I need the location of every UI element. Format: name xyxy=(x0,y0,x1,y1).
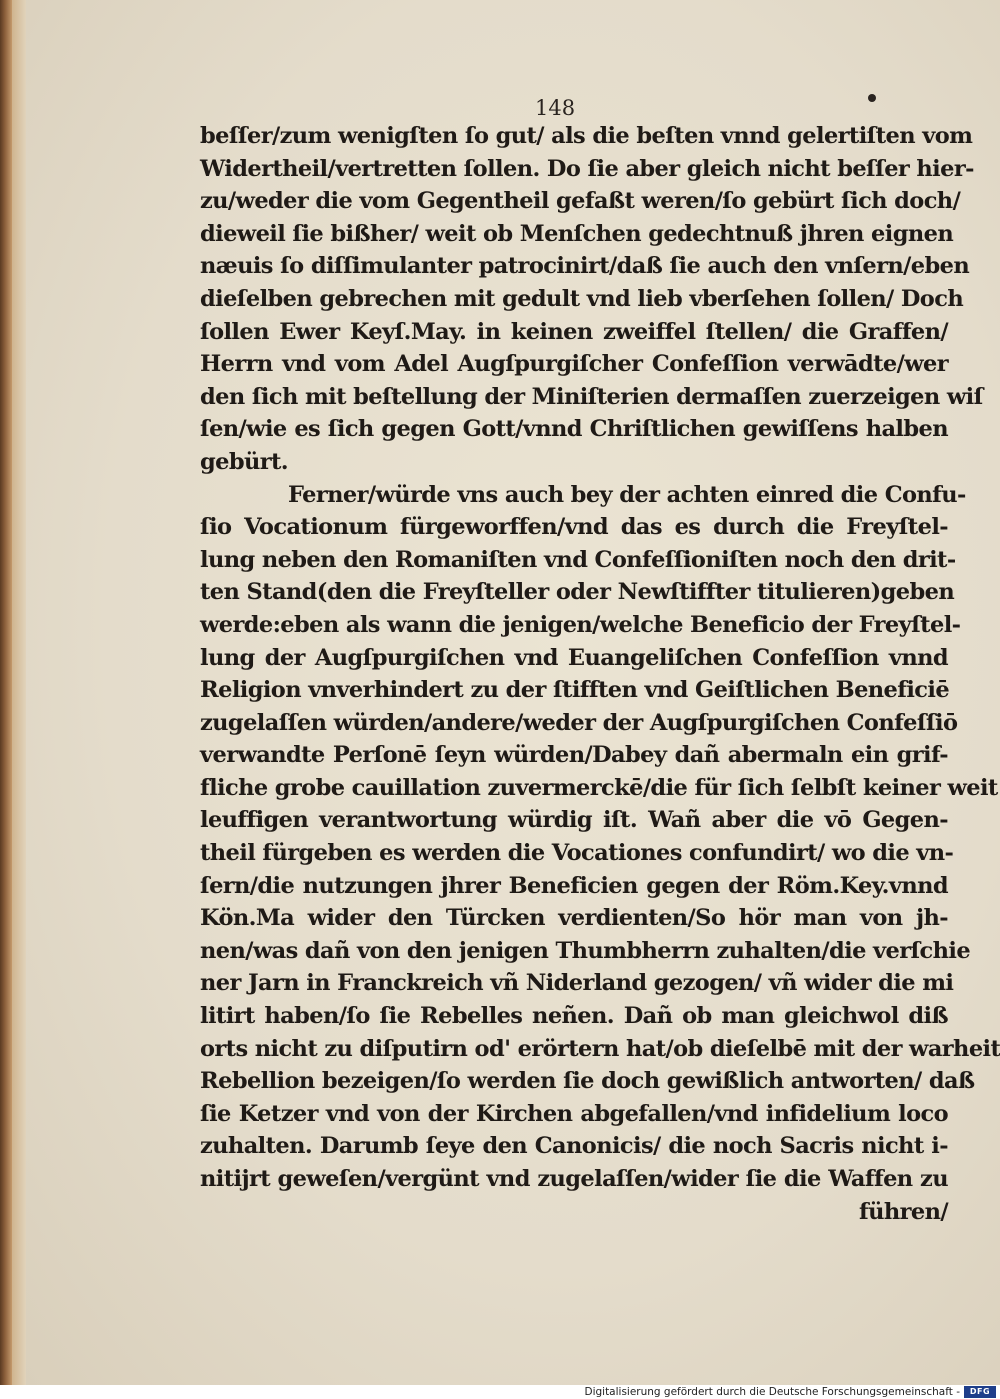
text-line: gebürt. xyxy=(200,448,289,475)
text-line: Religion vnverhindert zu der ſtifften vnd Geiſtlichen Beneficiē xyxy=(200,677,950,704)
text-line: ſie Ketzer vnd von der Kirchen abgefallen/vnd infidelium loco xyxy=(200,1100,948,1127)
text-line: leuffigen verantwortung würdig iſt. Wañ aber die vō Gegen- xyxy=(200,807,948,834)
text-line: dieſelben gebrechen mit gedult vnd lieb vberſehen ſollen/ Doch xyxy=(200,285,964,312)
text-line: Herrn vnd vom Adel Augſpurgiſcher Confeſſion verwādte/wer xyxy=(200,351,948,378)
text-line: ten Stand(den die Freyſteller oder Newſtiffter titulieren)geben xyxy=(200,579,955,606)
text-line: den ſich mit beſtellung der Miniſterien dermaſſen zuerzeigen wiſ xyxy=(200,383,983,410)
text-line: Ferner/würde vns auch bey der achten einred die Confu- xyxy=(288,481,966,508)
text-line: zugelaſſen würden/andere/weder der Augſpurgiſchen Confeſſiō xyxy=(200,709,958,736)
text-line: orts nicht zu diſputirn od' erörtern hat/ob dieſelbē mit der warheit xyxy=(200,1035,1000,1062)
dfg-logo-icon: DFG xyxy=(964,1386,996,1398)
text-line: litirt haben/ſo ſie Rebelles neñen. Dañ ob man gleichwol diß xyxy=(200,1003,948,1030)
text-line: zuhalten. Darumb ſeye den Canonicis/ die noch Sacris nicht i- xyxy=(200,1133,948,1160)
text-line: beſſer/zum wenigſten ſo gut/ als die beſten vnnd gelertiſten vom xyxy=(200,123,973,149)
text-line: dieweil ſie bißher/ weit ob Menſchen gedechtnuß jhren eignen xyxy=(200,220,954,247)
text-line: ſen/wie es ſich gegen Gott/vnnd Chriſtlichen gewiſſens halben xyxy=(200,416,948,443)
page-number: 148 xyxy=(535,96,576,120)
text-line: ner Jarn in Franckreich vñ Niderland gezogen/ vñ wider die mi xyxy=(200,970,954,997)
ink-dot-mark xyxy=(868,94,876,102)
text-line: verwandte Perſonē ſeyn würden/Dabey dañ abermaln ein grif- xyxy=(200,742,948,769)
text-line: theil fürgeben es werden die Vocationes confundirt/ wo die vn- xyxy=(200,840,954,867)
text-line: ſern/die nutzungen jhrer Beneficien gegen der Röm.Key.vnnd xyxy=(200,872,948,899)
text-line: Rebellion bezeigen/ſo werden ſie doch gewißlich antworten/ daß xyxy=(200,1068,975,1095)
text-line: zu/weder die vom Gegentheil gefaßt weren/ſo gebürt ſich doch/ xyxy=(200,188,961,215)
page-text-block xyxy=(200,120,1000,1228)
text-line: nen/was dañ von den jenigen Thumbherrn zuhalten/die verſchie xyxy=(200,937,971,964)
text-line: lung der Augſpurgiſchen vnd Euangeliſchen Confeſſion vnnd xyxy=(200,644,948,671)
text-line: Widertheil/vertretten ſollen. Do ſie aber gleich nicht beſſer hier- xyxy=(200,155,974,182)
footer-bar xyxy=(0,1385,1000,1399)
text-line: werde:eben als wann die jenigen/welche Beneficio der Freyſtel- xyxy=(200,611,961,638)
catchword: führen/ xyxy=(859,1198,948,1225)
funding-credit: Digitalisierung gefördert durch die Deutsche Forschungsgemeinschaft - xyxy=(584,1386,960,1398)
text-line: ſio Vocationum fürgeworffen/vnd das es durch die Freyſtel- xyxy=(200,514,948,541)
text-line: ſollen Ewer Keyſ.May. in keinen zweiffel ſtellen/ die Graffen/ xyxy=(200,318,948,345)
text-line: næuis ſo diſſimulanter patrocinirt/daß ſie auch den vnſern/eben xyxy=(200,253,970,280)
text-line: lung neben den Romaniſten vnd Confeſſioniſten noch den drit- xyxy=(200,546,956,573)
text-line: nitijrt geweſen/vergünt vnd zugelaſſen/wider ſie die Waffen zu xyxy=(200,1166,948,1192)
text-line: fliche grobe cauillation zuvermerckē/die für ſich ſelbſt keiner weit xyxy=(200,774,998,801)
book-binding-edge xyxy=(0,0,12,1385)
text-line: Kön.Ma wider den Türcken verdienten/So hör man von jh- xyxy=(200,905,948,932)
